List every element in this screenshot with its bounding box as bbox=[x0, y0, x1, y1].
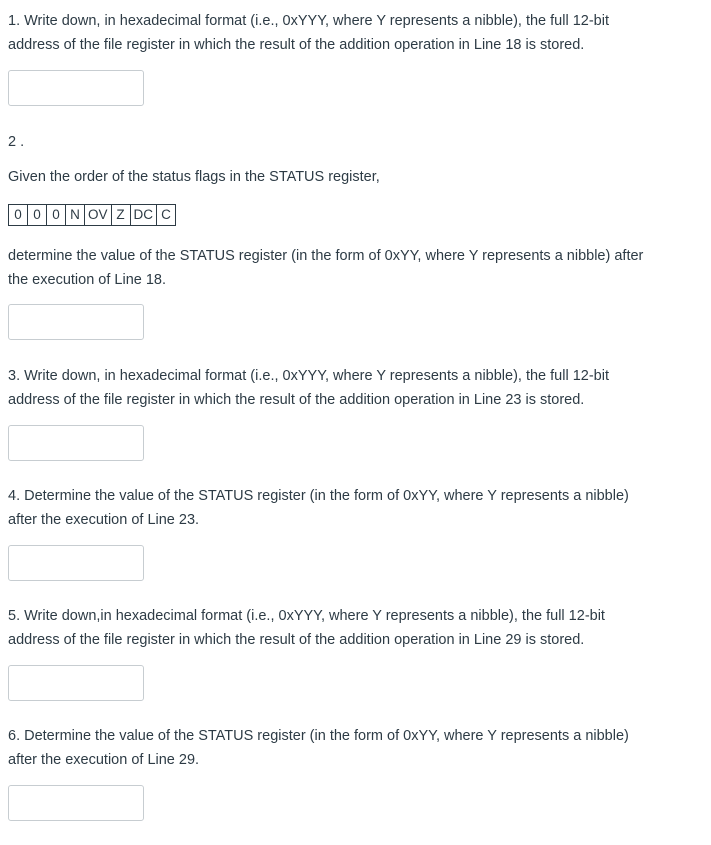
question-2-answer-input[interactable] bbox=[8, 304, 144, 340]
question-2-number: 2 . bbox=[8, 134, 25, 150]
question-4-answer-input[interactable] bbox=[8, 545, 144, 581]
question-4-text-line2: after the execution of Line 23. bbox=[8, 512, 200, 528]
question-5-text-line2: address of the file register in which the result of the addition operation in Line 29 is stored. bbox=[8, 632, 585, 648]
question-6-answer-input[interactable] bbox=[8, 785, 144, 821]
question-1-text-line1: 1. Write down, in hexadecimal format (i.e., 0xYYY, where Y represents a nibble), the full 12-bit bbox=[8, 13, 609, 29]
question-4 bbox=[8, 484, 703, 532]
status-flag-ov: OV bbox=[85, 205, 112, 226]
question-5 bbox=[8, 604, 703, 652]
status-flag-bit5: 0 bbox=[47, 205, 66, 226]
status-flag-bit6: 0 bbox=[28, 205, 47, 226]
question-2-intro: Given the order of the status flags in the STATUS register, bbox=[8, 169, 380, 185]
question-3-text-line2: address of the file register in which the result of the addition operation in Line 23 is stored. bbox=[8, 392, 585, 408]
question-1-answer-input[interactable] bbox=[8, 70, 144, 106]
question-6-text-line1: 6. Determine the value of the STATUS register (in the form of 0xYY, where Y represents a nibble) bbox=[8, 728, 629, 744]
status-flag-dc: DC bbox=[130, 205, 157, 226]
status-flag-z: Z bbox=[111, 205, 130, 226]
question-2-text-line1: determine the value of the STATUS register (in the form of 0xYY, where Y represents a nibble) after bbox=[8, 248, 644, 264]
question-1 bbox=[8, 9, 703, 57]
question-2 bbox=[8, 244, 703, 292]
question-3-answer-input[interactable] bbox=[8, 425, 144, 461]
question-6-text-line2: after the execution of Line 29. bbox=[8, 752, 200, 768]
question-3-text-line1: 3. Write down, in hexadecimal format (i.e., 0xYYY, where Y represents a nibble), the full 12-bit bbox=[8, 368, 609, 384]
question-6 bbox=[8, 724, 703, 772]
question-4-text-line1: 4. Determine the value of the STATUS register (in the form of 0xYY, where Y represents a nibble) bbox=[8, 488, 629, 504]
question-2-text-line2: the execution of Line 18. bbox=[8, 272, 167, 288]
status-flag-n: N bbox=[66, 205, 85, 226]
question-5-text-line1: 5. Write down,in hexadecimal format (i.e., 0xYYY, where Y represents a nibble), the full 12-bit bbox=[8, 608, 605, 624]
status-flag-c: C bbox=[157, 205, 176, 226]
status-flags-table bbox=[8, 204, 176, 226]
question-5-answer-input[interactable] bbox=[8, 665, 144, 701]
question-1-text-line2: address of the file register in which the result of the addition operation in Line 18 is stored. bbox=[8, 37, 585, 53]
question-3 bbox=[8, 364, 703, 412]
status-flag-bit7: 0 bbox=[9, 205, 28, 226]
